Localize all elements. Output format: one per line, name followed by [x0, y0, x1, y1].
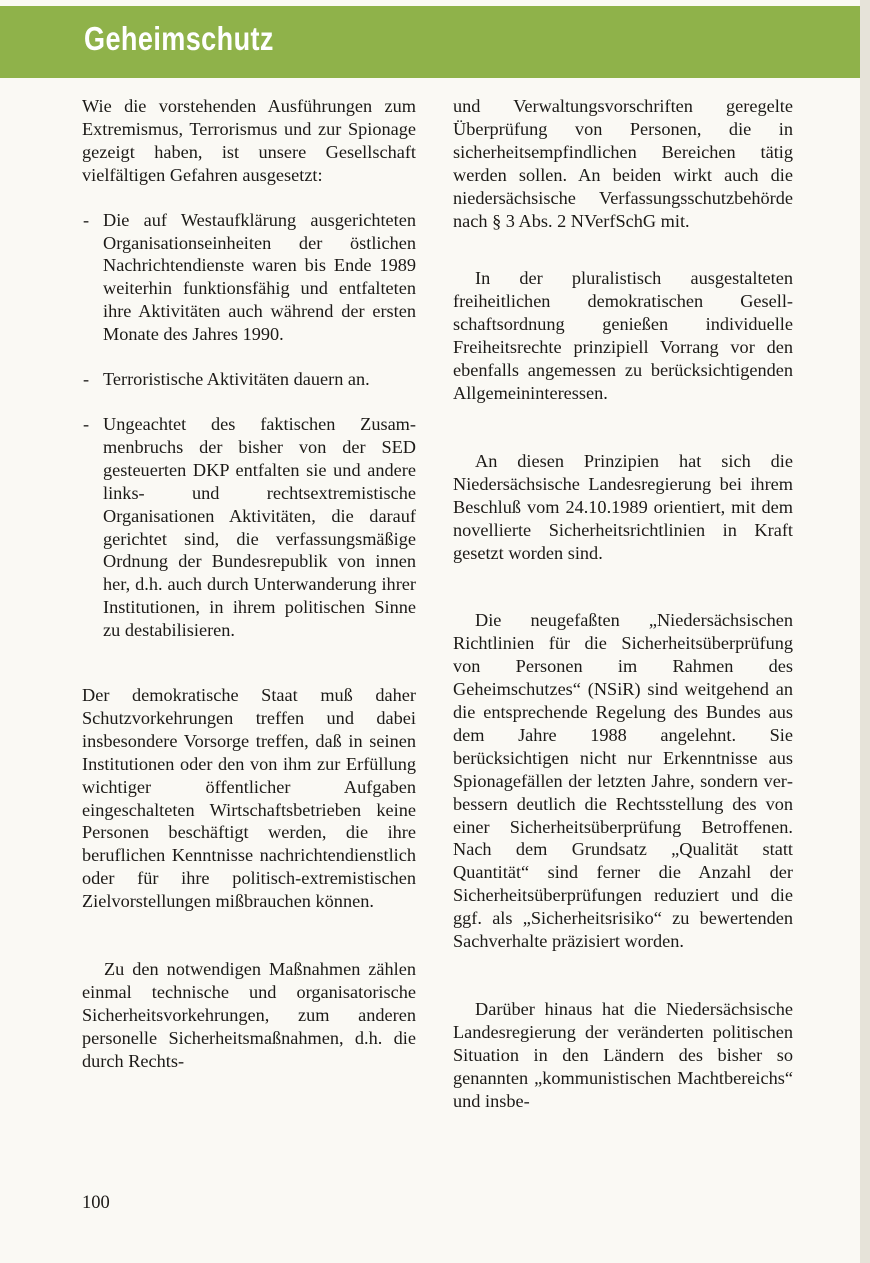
continuation-paragraph: und Verwaltungsvorschriften geregelte Überprüfung von Personen, die in sicherheitsempfindlichen Bereichen tätig werden sollen. An beiden wirkt auch die niedersächsische Verfassungsschutzbehörde nach § 3 Abs. 2 NVerfSchG mit. [453, 96, 793, 231]
list-bullet-dash: - [83, 413, 90, 434]
right-column [453, 95, 793, 1158]
intro-paragraph: Wie die vorstehenden Ausführungen zum Extremismus, Terrorismus und zur Spionage gezeigt haben, ist unsere Gesellschaft vielfältigen Gefahren ausgesetzt: [82, 96, 416, 185]
list-bullet-dash: - [83, 209, 90, 230]
state-protection-paragraph: Der demokratische Staat muß daher Schutzvorkehrungen treffen und dabei insbesondere Vorsorge treffen, daß in seinen Institutionen oder den von ihm zur Erfüllung wichtiger öffentlicher Aufgaben eingeschalteten Wirtschaftsbetrieben keine Personen beschäftigt werden, die ihre beruflichen Kenntnisse nachrichtendienstlich oder für ihre politisch-extremistischen Zielvorstellungen mißbrauchen können. [82, 685, 416, 912]
list-bullet-dash: - [83, 369, 90, 390]
list-item-text: Die auf Westaufklärung ausgerichteten Organisationseinheiten der östlichen Nachrichtendienste waren bis Ende 1989 weiterhin funktionsfähig und entfalteten ihre Aktivitäten auch während der ersten Monate des Jahres 1990. [103, 209, 416, 345]
list-item [82, 368, 416, 391]
left-column [82, 95, 416, 1095]
list-item [82, 209, 416, 346]
list-item [82, 413, 416, 642]
measures-paragraph: Zu den notwendigen Maßnahmen zählen einmal technische und organisatorische Sicherheitsvorkehrungen, zum anderen personelle Sicherheitsmaßnahmen, d.h. die durch Rechts- [82, 959, 416, 1071]
guidelines-paragraph: Die neugefaßten „Niedersächsischen Richtlinien für die Sicherheitsüberprüfung von Personen im Rahmen des Geheimschutzes“ (NSiR) sind weitgehend an die entsprechende Regelung des Bundes aus dem Jahre 1988 angelehnt. Sie berücksichtigen nicht nur Erkenntnisse aus Spionagefällen der letzten Jahre, sondern verbessern deutlich die Rechtsstellung des von einer Sicherheitsüberprüfung Betroffenen. Nach dem Grundsatz „Qualität statt Quantität“ sind ferner die Anzahl der Sicherheitsüberprüfungen reduziert und die ggf. als „Sicherheitsrisiko“ zu bewertenden Sachverhalte präzisiert worden. [453, 610, 793, 952]
principles-paragraph: An diesen Prinzipien hat sich die Niedersächsische Landesregierung bei ihrem Beschluß vom 24.10.1989 orientiert, mit dem novellierte Sicherheitsrichtlinien in Kraft gesetzt worden sind. [453, 450, 793, 563]
page-number: 100 [82, 1193, 110, 1213]
page-edge-shadow [860, 0, 870, 1263]
section-title: Geheimschutz [84, 20, 274, 57]
list-item-text: Ungeachtet des faktischen Zusammenbruchs der bisher von der SED gesteuerten DKP entfalten sie und andere links- und rechtsextremistische Organisationen Aktivitäten, die darauf gerichtet sind, die verfassungsmäßige Ordnung der Bundesrepublik von innen her, d.h. auch durch Unterwanderung ihrer Institutionen, in ihrem politischen Sinne zu destabilisieren. [103, 413, 416, 641]
threat-list [82, 209, 416, 642]
beyond-paragraph: Darüber hinaus hat die Niedersächsische Landesregierung der veränderten politischen Situation in den Ländern des bisher so genannten „kommunistischen Machtbereichs“ und insbe- [453, 999, 793, 1111]
pluralism-paragraph: In der pluralistisch ausgestalteten freiheitlichen demokratischen Gesellschaftsordnung genießen individuelle Freiheitsrechte prinzipiell Vorrang vor den ebenfalls angemessen zu berücksichtigenden Allgemeininteressen. [453, 268, 793, 403]
list-item-text: Terroristische Aktivitäten dauern an. [103, 369, 370, 390]
section-header-band [0, 6, 860, 78]
